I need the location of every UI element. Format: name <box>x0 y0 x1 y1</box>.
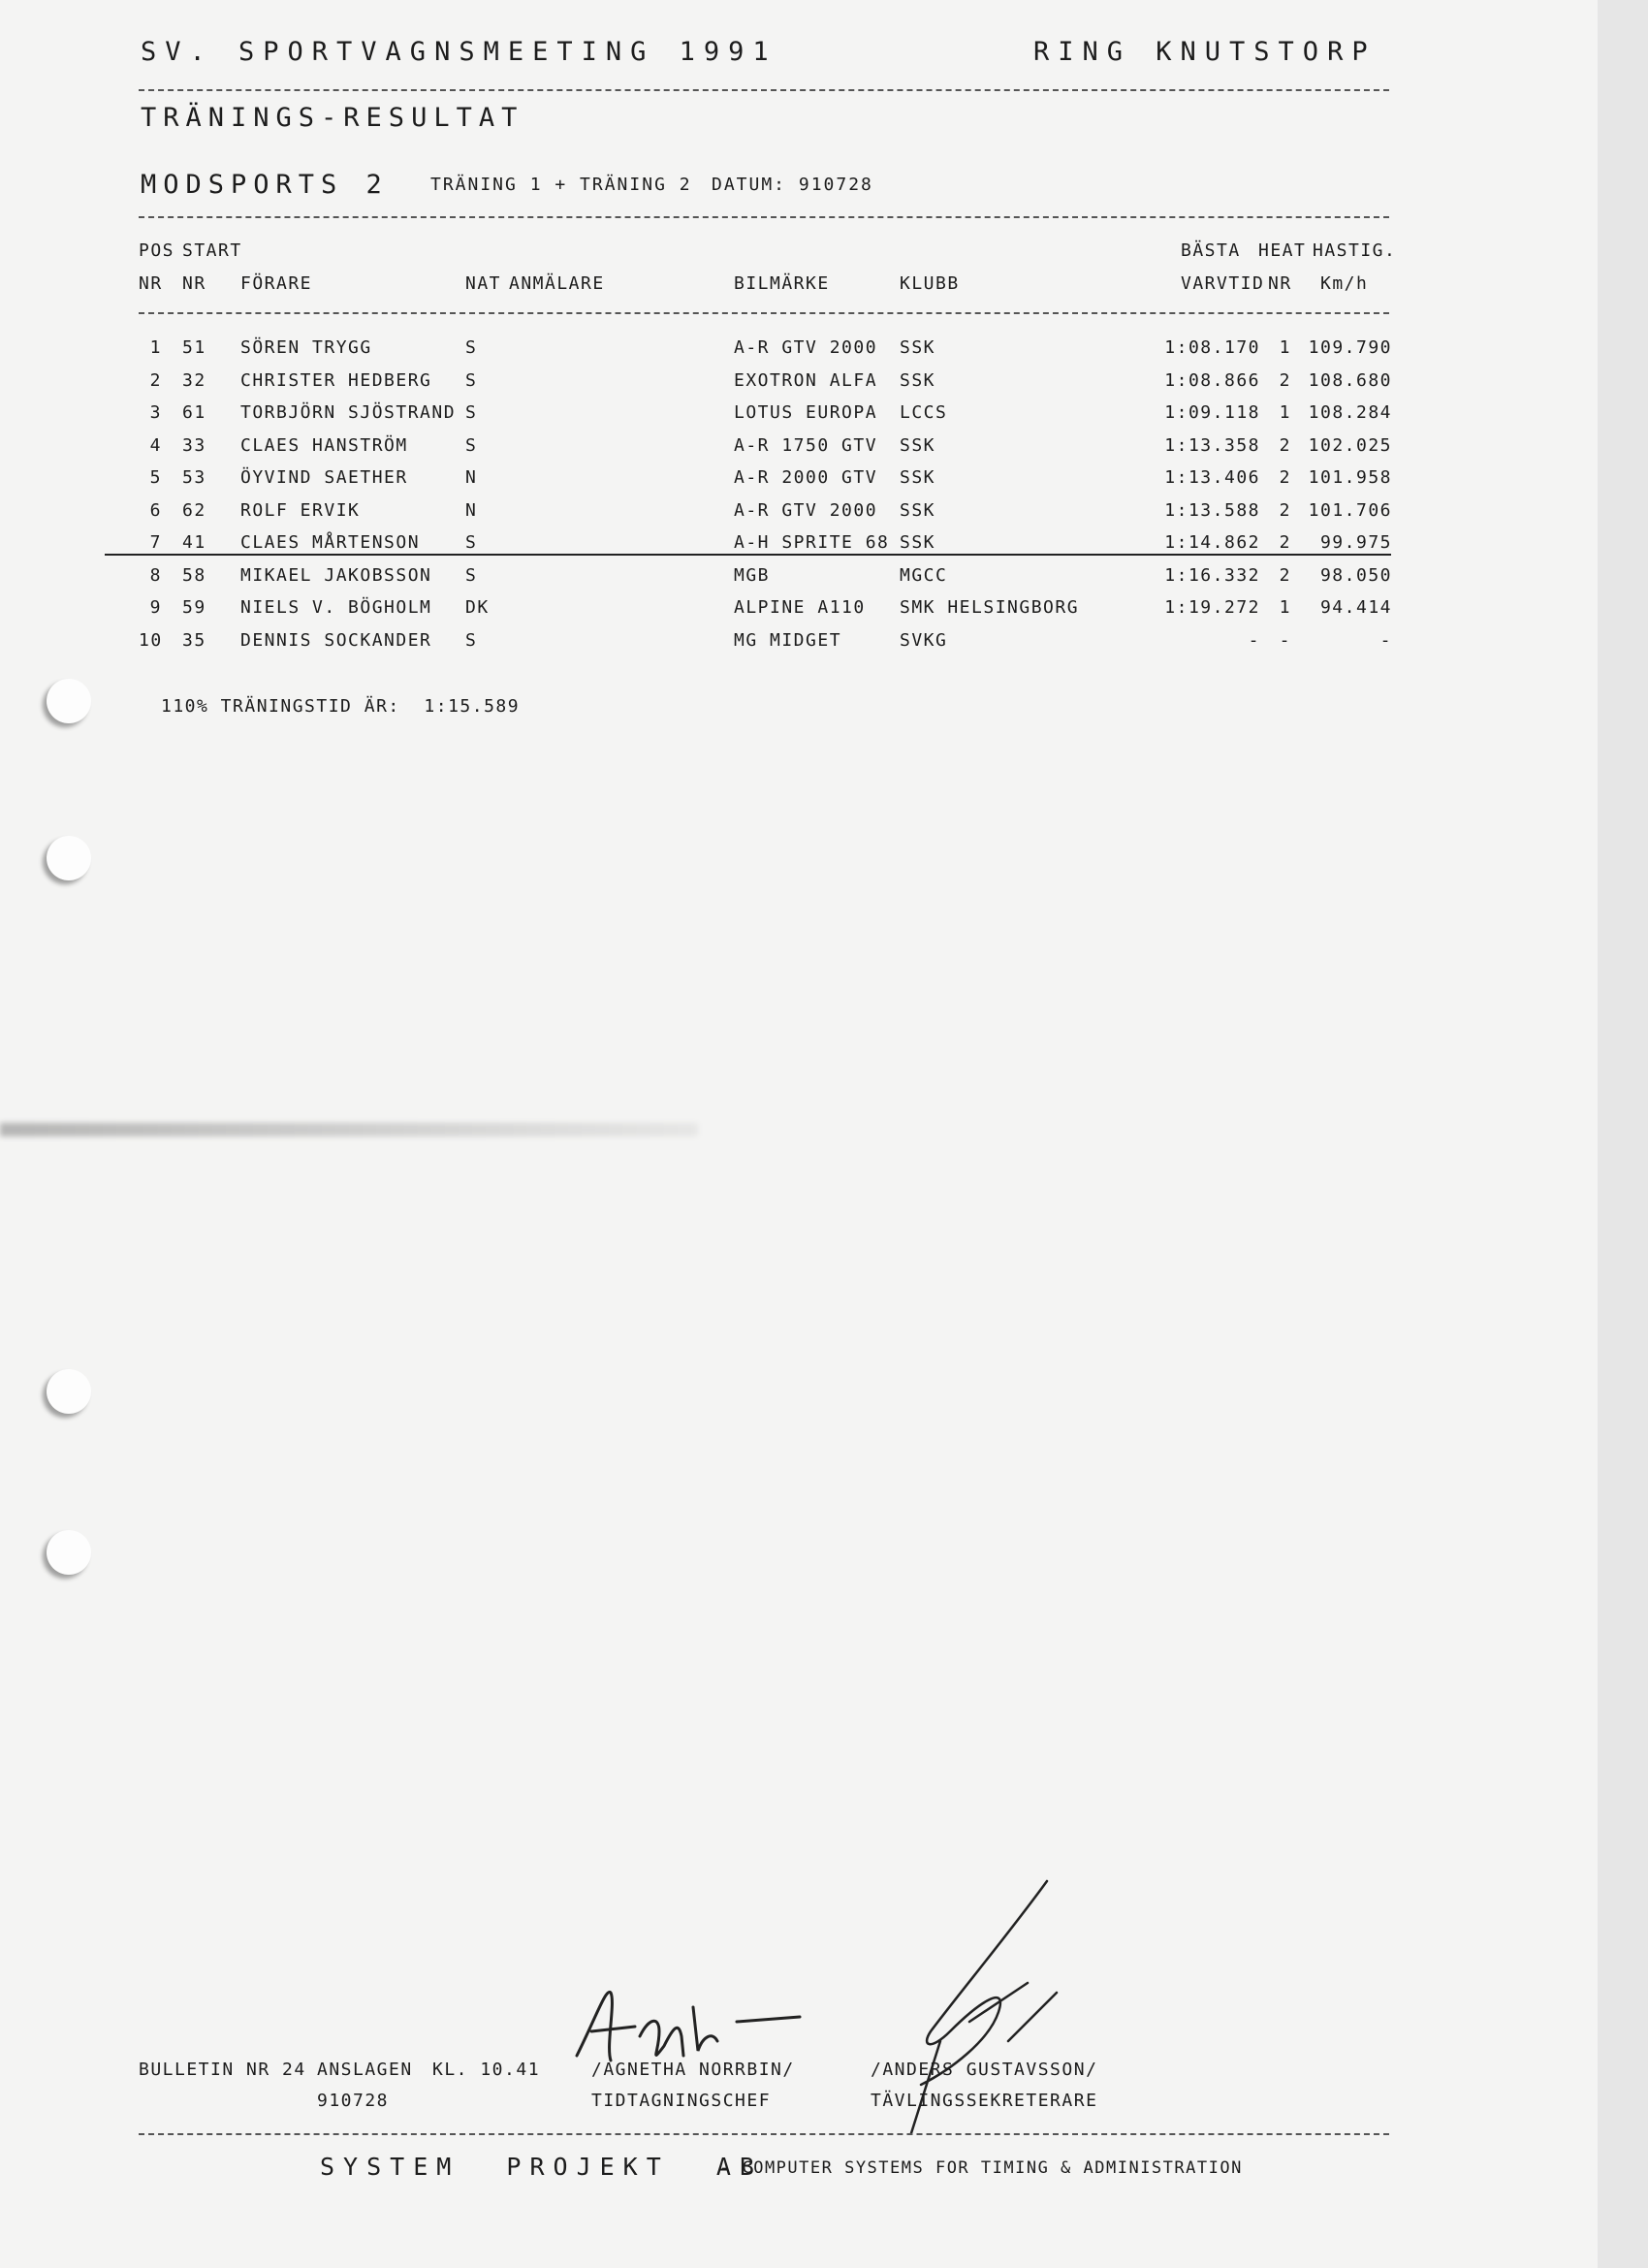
cell-club: SSK <box>900 499 936 521</box>
class-name: MODSPORTS 2 <box>141 170 389 200</box>
cell-club: SMK HELSINGBORG <box>900 597 1080 618</box>
venue-title: RING KNUTSTORP <box>1033 37 1377 67</box>
cell-laptime: - <box>1248 629 1260 651</box>
col-nr-header: NR <box>139 273 163 294</box>
cell-pos: 3 <box>149 402 162 423</box>
cell-start: 53 <box>182 467 206 488</box>
cell-speed: 101.958 <box>1308 467 1392 488</box>
cell-nat: S <box>465 402 478 423</box>
cell-start: 35 <box>182 629 206 651</box>
cell-nat: DK <box>465 597 490 618</box>
cell-pos: 9 <box>149 597 162 618</box>
cell-nat: S <box>465 337 478 358</box>
event-title: SV. SPORTVAGNSMEETING 1991 <box>141 37 777 67</box>
col-heat-header: HEAT <box>1258 240 1307 261</box>
cell-car: LOTUS EUROPA <box>734 402 878 423</box>
cell-heat: 1 <box>1279 402 1291 423</box>
cell-club: SSK <box>900 369 936 391</box>
cell-heat: 2 <box>1279 434 1291 456</box>
cell-pos: 6 <box>149 499 162 521</box>
col-nat-header: NAT <box>465 273 502 294</box>
cell-driver: CLAES HANSTRÖM <box>240 434 408 456</box>
col-speed-header: HASTIG. <box>1313 240 1397 261</box>
cell-nat: S <box>465 532 478 553</box>
divider <box>139 89 1389 91</box>
cell-driver: CHRISTER HEDBERG <box>240 369 432 391</box>
cell-driver: TORBJÖRN SJÖSTRAND <box>240 402 457 423</box>
cell-driver: NIELS V. BÖGHOLM <box>240 597 432 618</box>
cell-speed: 101.706 <box>1308 499 1392 521</box>
cell-laptime: 1:19.272 <box>1164 597 1260 618</box>
cell-car: MGB <box>734 564 771 586</box>
cell-car: A-H SPRITE 68 <box>734 532 890 553</box>
cell-heat: 1 <box>1279 597 1291 618</box>
company-tagline: - COMPUTER SYSTEMS FOR TIMING & ADMINISTRATION <box>719 2158 1243 2178</box>
cell-car: MG MIDGET <box>734 629 842 651</box>
qualifying-cutoff-line <box>105 554 1391 556</box>
cell-start: 33 <box>182 434 206 456</box>
cell-nat: S <box>465 629 478 651</box>
signer1-name: /AGNETHA NORRBIN/ <box>591 2060 795 2080</box>
posted-label: ANSLAGEN <box>317 2060 413 2080</box>
cell-club: SSK <box>900 434 936 456</box>
cell-heat: 2 <box>1279 532 1291 553</box>
cell-speed: 99.975 <box>1319 532 1392 553</box>
sessions-label: TRÄNING 1 + TRÄNING 2 <box>430 175 692 195</box>
cell-club: SSK <box>900 337 936 358</box>
cell-speed: 94.414 <box>1319 597 1392 618</box>
cell-nat: N <box>465 499 478 521</box>
cell-laptime: 1:13.358 <box>1164 434 1260 456</box>
cell-speed: 108.680 <box>1308 369 1392 391</box>
col-best-header: BÄSTA <box>1181 240 1241 261</box>
cell-speed: - <box>1379 629 1392 651</box>
cell-start: 62 <box>182 499 206 521</box>
document-title: TRÄNINGS-RESULTAT <box>141 103 524 133</box>
cell-heat: 2 <box>1279 369 1291 391</box>
divider <box>139 216 1389 218</box>
cell-club: SSK <box>900 467 936 488</box>
punch-hole <box>47 1369 91 1414</box>
cell-driver: ÖYVIND SAETHER <box>240 467 408 488</box>
cell-car: A-R 2000 GTV <box>734 467 878 488</box>
posted-time: KL. 10.41 <box>432 2060 541 2080</box>
cell-laptime: 1:13.406 <box>1164 467 1260 488</box>
cell-start: 32 <box>182 369 206 391</box>
col-driver-header: FÖRARE <box>240 273 313 294</box>
cell-laptime: 1:08.170 <box>1164 337 1260 358</box>
cell-heat: 2 <box>1279 499 1291 521</box>
cell-start: 61 <box>182 402 206 423</box>
cell-car: A-R GTV 2000 <box>734 499 878 521</box>
cell-heat: 1 <box>1279 337 1291 358</box>
cell-car: EXOTRON ALFA <box>734 369 878 391</box>
cell-driver: DENNIS SOCKANDER <box>240 629 432 651</box>
cell-speed: 109.790 <box>1308 337 1392 358</box>
cell-car: A-R GTV 2000 <box>734 337 878 358</box>
cell-nat: N <box>465 467 478 488</box>
col-nr2-header: NR <box>182 273 206 294</box>
cell-laptime: 1:08.866 <box>1164 369 1260 391</box>
punch-hole <box>47 836 91 880</box>
cell-heat: - <box>1279 629 1291 651</box>
col-car-header: BILMÄRKE <box>734 273 830 294</box>
cell-club: SSK <box>900 532 936 553</box>
divider <box>139 2133 1389 2135</box>
cell-driver: MIKAEL JAKOBSSON <box>240 564 432 586</box>
cell-start: 59 <box>182 597 206 618</box>
cell-laptime: 1:13.588 <box>1164 499 1260 521</box>
cell-club: SVKG <box>900 629 948 651</box>
cell-pos: 1 <box>149 337 162 358</box>
cell-club: LCCS <box>900 402 948 423</box>
cell-club: MGCC <box>900 564 948 586</box>
posted-date: 910728 <box>317 2091 390 2111</box>
company-name: SYSTEM PROJEKT AB <box>320 2153 763 2181</box>
cell-nat: S <box>465 564 478 586</box>
cell-pos: 2 <box>149 369 162 391</box>
cell-pos: 7 <box>149 532 162 553</box>
cell-driver: SÖREN TRYGG <box>240 337 372 358</box>
cell-speed: 98.050 <box>1319 564 1392 586</box>
cell-start: 41 <box>182 532 206 553</box>
cell-laptime: 1:09.118 <box>1164 402 1260 423</box>
col-club-header: KLUBB <box>900 273 960 294</box>
cell-pos: 5 <box>149 467 162 488</box>
cell-car: A-R 1750 GTV <box>734 434 878 456</box>
date-label: DATUM: 910728 <box>712 175 873 195</box>
col-start-header: START <box>182 240 242 261</box>
signer2-name: /ANDERS GUSTAVSSON/ <box>871 2060 1098 2080</box>
cell-pos: 4 <box>149 434 162 456</box>
cell-car: ALPINE A110 <box>734 597 866 618</box>
cell-speed: 108.284 <box>1308 402 1392 423</box>
cell-speed: 102.025 <box>1308 434 1392 456</box>
cell-start: 58 <box>182 564 206 586</box>
col-unit-header: Km/h <box>1320 273 1369 294</box>
col-laptime-header: VARVTID <box>1181 273 1265 294</box>
col-heatnr-header: NR <box>1268 273 1292 294</box>
cell-nat: S <box>465 434 478 456</box>
signer1-title: TIDTAGNINGSCHEF <box>591 2091 772 2111</box>
cell-pos: 10 <box>139 629 163 651</box>
cell-nat: S <box>465 369 478 391</box>
cell-heat: 2 <box>1279 467 1291 488</box>
punch-hole <box>47 679 91 723</box>
bulletin-number: BULLETIN NR 24 <box>139 2060 306 2080</box>
qualifying-note: 110% TRÄNINGSTID ÄR: 1:15.589 <box>161 696 521 717</box>
cell-start: 51 <box>182 337 206 358</box>
cell-heat: 2 <box>1279 564 1291 586</box>
cell-laptime: 1:16.332 <box>1164 564 1260 586</box>
scan-edge <box>1598 0 1648 2268</box>
cell-driver: ROLF ERVIK <box>240 499 361 521</box>
cell-driver: CLAES MÅRTENSON <box>240 532 421 553</box>
cell-pos: 8 <box>149 564 162 586</box>
signer2-title: TÄVLINGSSEKRETERARE <box>871 2091 1098 2111</box>
divider <box>139 312 1389 314</box>
col-pos-header: POS <box>139 240 175 261</box>
col-entrant-header: ANMÄLARE <box>509 273 605 294</box>
cell-laptime: 1:14.862 <box>1164 532 1260 553</box>
punch-hole <box>47 1530 91 1575</box>
scan-smudge <box>0 1123 698 1136</box>
